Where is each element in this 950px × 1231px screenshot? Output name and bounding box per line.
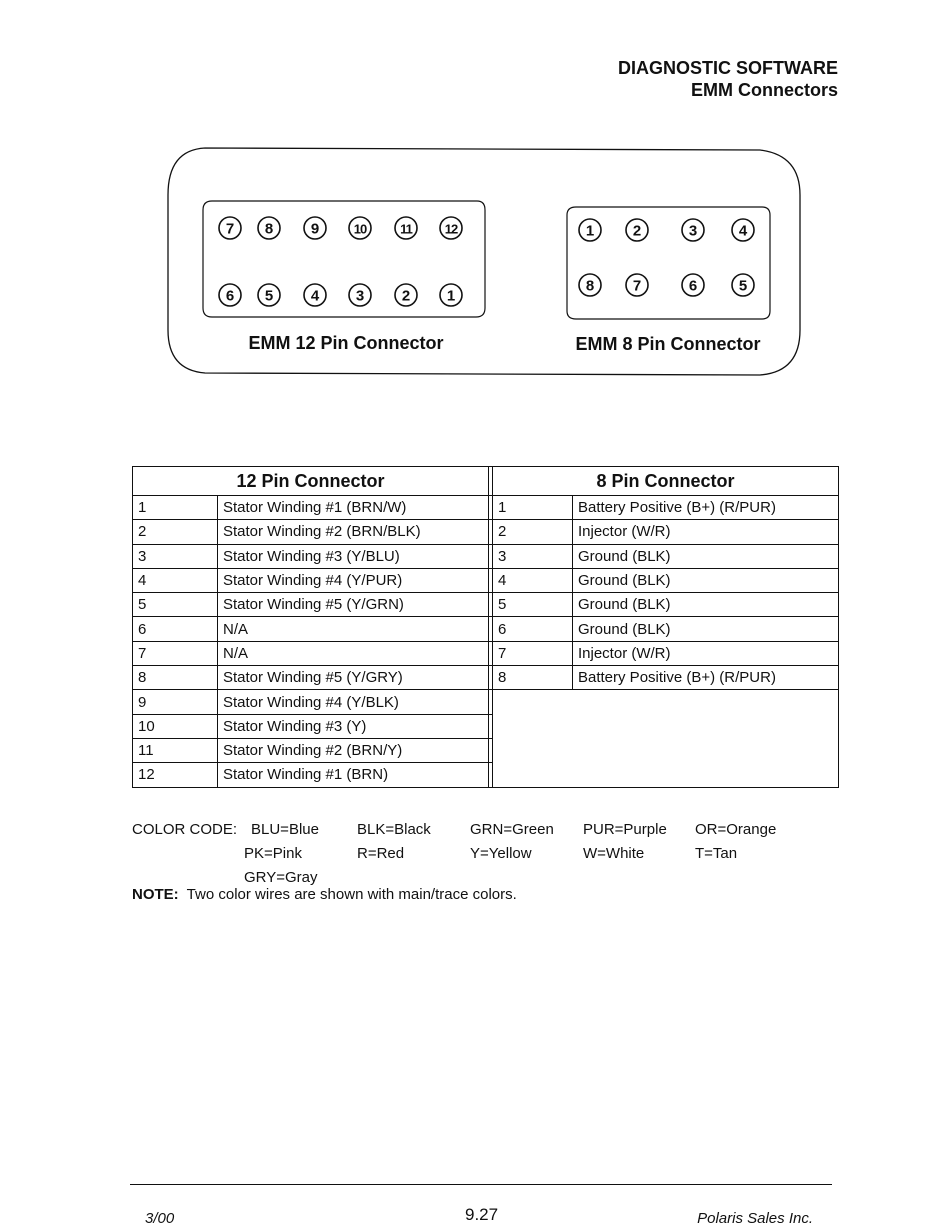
pin-number-cell: 5 <box>493 593 573 617</box>
pin-description-cell: Stator Winding #3 (Y) <box>218 714 489 738</box>
pin-number-cell: 4 <box>493 568 573 592</box>
pin-description-cell: Stator Winding #5 (Y/GRN) <box>218 593 489 617</box>
color-code-item: T=Tan <box>695 845 738 862</box>
c12-pin-5 <box>258 284 280 306</box>
pin-number-cell: 4 <box>133 568 218 592</box>
pin-description-cell: Stator Winding #2 (BRN/BLK) <box>218 520 489 544</box>
connector-12-label: EMM 12 Pin Connector <box>248 333 444 353</box>
c12-pin-8 <box>258 217 280 239</box>
table-row <box>133 666 839 690</box>
pin-number-cell: 3 <box>133 544 218 568</box>
c12-pin-9 <box>304 217 326 239</box>
pin-number: 11 <box>400 221 412 237</box>
color-code-item: GRY=Gray <box>244 869 318 886</box>
color-code-item: PK=Pink <box>244 845 302 862</box>
c8-pin-4 <box>732 219 754 241</box>
table-separator <box>489 763 493 787</box>
pin-number-cell: 1 <box>133 496 218 520</box>
note <box>132 886 517 903</box>
pin-number-cell: 7 <box>493 641 573 665</box>
c12-pin-7 <box>219 217 241 239</box>
pin-number-cell: 12 <box>133 763 218 787</box>
c8-pin-1 <box>579 219 601 241</box>
color-code-item: Y=Yellow <box>470 845 532 862</box>
header-8-pin: 8 Pin Connector <box>493 467 839 496</box>
table-separator <box>489 738 493 762</box>
pin-number: 8 <box>264 220 274 238</box>
pin-description-cell: N/A <box>218 641 489 665</box>
pin-number: 4 <box>310 287 320 305</box>
header-title: DIAGNOSTIC SOFTWARE <box>618 58 838 78</box>
c12-pin-12 <box>440 217 462 239</box>
color-code-item: W=White <box>583 845 645 862</box>
c8-pin-5 <box>732 274 754 296</box>
c8-pin-6 <box>682 274 704 296</box>
c12-pin-3 <box>349 284 371 306</box>
pin-description-cell: Ground (BLK) <box>573 593 839 617</box>
c12-pin-4 <box>304 284 326 306</box>
pin-number: 5 <box>738 277 748 295</box>
table-row <box>133 690 839 714</box>
pin-number: 12 <box>444 221 458 237</box>
pin-number-cell: 8 <box>133 666 218 690</box>
pin-description-cell: Battery Positive (B+) (R/PUR) <box>573 666 839 690</box>
pin-number: 7 <box>225 220 235 238</box>
pin-number-cell: 7 <box>133 641 218 665</box>
page-number: 9.27 <box>465 1205 499 1224</box>
c12-pin-6 <box>219 284 241 306</box>
pin-number: 7 <box>632 277 642 295</box>
pin-number-cell: 9 <box>133 690 218 714</box>
pin-number-cell: 6 <box>133 617 218 641</box>
color-code-item: PUR=Purple <box>583 821 667 838</box>
pin-number: 10 <box>353 221 367 237</box>
pin-description-cell: Stator Winding #1 (BRN/W) <box>218 496 489 520</box>
pin-number: 1 <box>446 287 456 305</box>
table-row <box>133 544 839 568</box>
connector-8-label: EMM 8 Pin Connector <box>575 334 761 354</box>
pin-number: 3 <box>688 222 698 240</box>
pin-number-cell: 3 <box>493 544 573 568</box>
c12-pin-11 <box>395 217 417 239</box>
table-row <box>133 593 839 617</box>
c8-pin-2 <box>626 219 648 241</box>
pin-description-cell: Stator Winding #5 (Y/GRY) <box>218 666 489 690</box>
pin-description-cell: N/A <box>218 617 489 641</box>
pin-number: 2 <box>401 287 411 305</box>
c12-pin-10 <box>349 217 371 239</box>
pin-number-cell: 2 <box>493 520 573 544</box>
pin-description-cell: Battery Positive (B+) (R/PUR) <box>573 496 839 520</box>
pin-table <box>132 466 839 788</box>
color-code-item: R=Red <box>357 845 405 862</box>
pin-number: 9 <box>310 220 320 238</box>
table-row <box>133 641 839 665</box>
color-code-item: BLK=Black <box>357 821 431 838</box>
c8-pin-8 <box>579 274 601 296</box>
footer-date: 3/00 <box>145 1210 175 1227</box>
header-subtitle: EMM Connectors <box>690 80 838 100</box>
footer-company: Polaris Sales Inc. <box>697 1210 813 1227</box>
c12-pin-2 <box>395 284 417 306</box>
pin-number-cell: 11 <box>133 738 218 762</box>
empty-cell <box>493 690 839 787</box>
table-row <box>133 520 839 544</box>
pin-number-cell: 6 <box>493 617 573 641</box>
color-code-label: COLOR CODE: <box>132 821 238 838</box>
pin-number: 1 <box>585 222 595 240</box>
table-row <box>133 617 839 641</box>
pin-number: 2 <box>632 222 642 240</box>
pin-description-cell: Stator Winding #4 (Y/PUR) <box>218 568 489 592</box>
table-row <box>133 496 839 520</box>
c8-pin-3 <box>682 219 704 241</box>
pin-number-cell: 10 <box>133 714 218 738</box>
c12-pin-1 <box>440 284 462 306</box>
note-text: Two color wires are shown with main/trace colors. <box>186 886 517 903</box>
pin-number-cell: 8 <box>493 666 573 690</box>
color-code-item: BLU=Blue <box>251 821 319 838</box>
pin-description-cell: Injector (W/R) <box>573 641 839 665</box>
pin-description-cell: Stator Winding #4 (Y/BLK) <box>218 690 489 714</box>
note-label: NOTE: <box>132 886 179 903</box>
pin-number-cell: 1 <box>493 496 573 520</box>
pin-number: 5 <box>264 287 274 305</box>
c8-pin-7 <box>626 274 648 296</box>
pin-number-cell: 2 <box>133 520 218 544</box>
pin-description-cell: Injector (W/R) <box>573 520 839 544</box>
pin-number-cell: 5 <box>133 593 218 617</box>
pin-description-cell: Ground (BLK) <box>573 544 839 568</box>
pin-description-cell: Ground (BLK) <box>573 568 839 592</box>
pin-number: 6 <box>688 277 698 295</box>
table-row <box>133 568 839 592</box>
pin-number: 6 <box>225 287 235 305</box>
table-separator <box>489 714 493 738</box>
connector-diagram <box>0 0 950 420</box>
color-code-item: OR=Orange <box>695 821 777 838</box>
pin-description-cell: Stator Winding #3 (Y/BLU) <box>218 544 489 568</box>
pin-description-cell: Ground (BLK) <box>573 617 839 641</box>
color-code-item: GRN=Green <box>470 821 554 838</box>
pin-number: 3 <box>355 287 365 305</box>
pin-description-cell: Stator Winding #1 (BRN) <box>218 763 489 787</box>
pin-number: 4 <box>738 222 748 240</box>
footer-rule <box>130 1184 832 1185</box>
header-12-pin: 12 Pin Connector <box>133 467 489 496</box>
pin-description-cell: Stator Winding #2 (BRN/Y) <box>218 738 489 762</box>
pin-number: 8 <box>585 277 595 295</box>
